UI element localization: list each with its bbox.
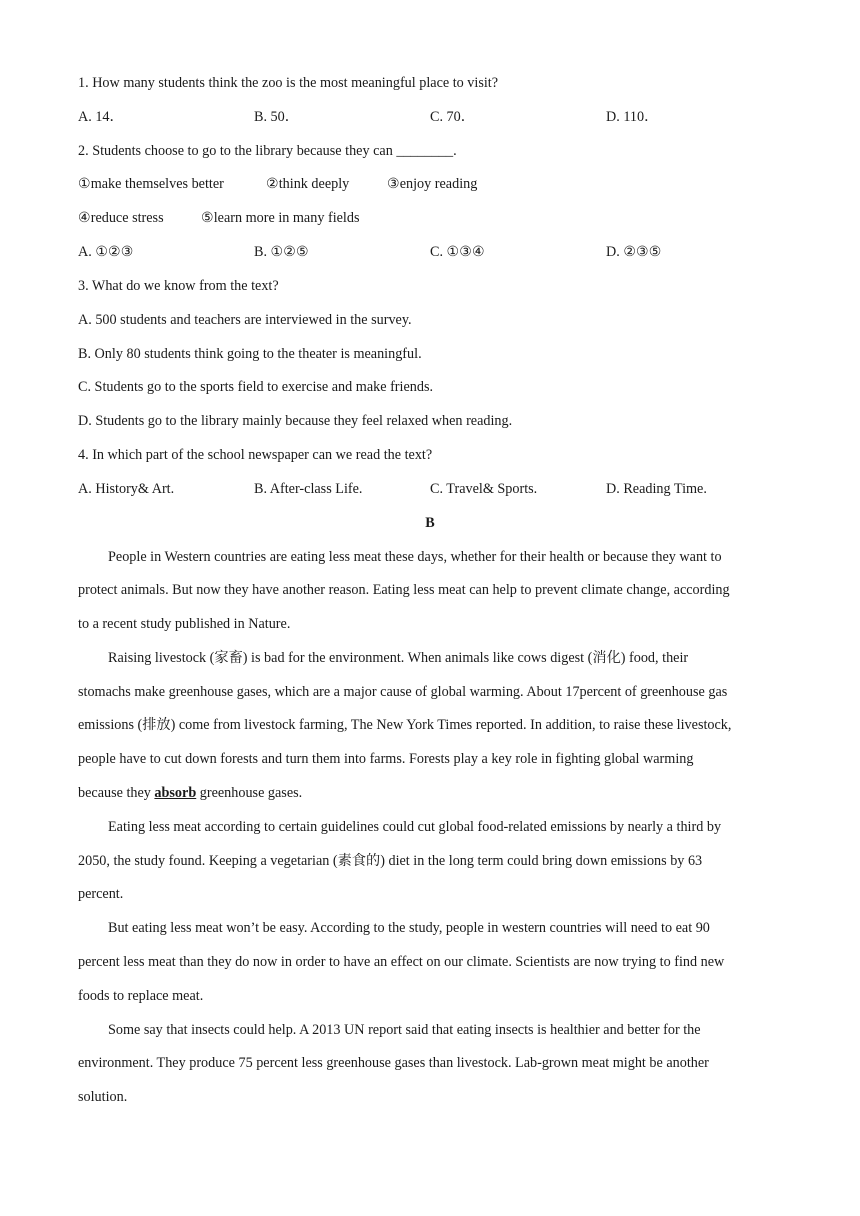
- question-2-stem: 2. Students choose to go to the library because they can ________.: [78, 143, 457, 159]
- paragraph-5-line-2: environment. They produce 75 percent less greenhouse gases than livestock. Lab-grown meat might be another: [78, 1055, 709, 1071]
- paragraph-5-line-3: solution.: [78, 1089, 128, 1105]
- paragraph-4-line-1: But eating less meat won’t be easy. According to the study, people in western countries will need to eat 90: [108, 920, 710, 936]
- question-2-statement-5: ⑤learn more in many fields: [201, 210, 360, 226]
- paragraph-4-line-3: foods to replace meat.: [78, 988, 204, 1004]
- question-4-option-c: C. Travel& Sports.: [430, 481, 538, 497]
- paragraph-2-line-5-end: greenhouse gases.: [196, 785, 303, 801]
- question-4-option-d: D. Reading Time.: [606, 481, 707, 497]
- question-2-option-a: A. ①②③: [78, 244, 134, 260]
- paragraph-2-line-1: Raising livestock (家畜) is bad for the environment. When animals like cows digest (消化) food, their: [108, 650, 689, 666]
- paragraph-4-line-2: percent less meat than they do now in order to have an effect on our climate. Scientists are now trying to find new: [78, 954, 725, 970]
- question-3-option-c: C. Students go to the sports field to exercise and make friends.: [78, 379, 434, 395]
- paragraph-2-line-5-start: because they: [78, 785, 155, 801]
- paragraph-2-line-2: stomachs make greenhouse gases, which are a major cause of global warming. About 17percent of greenhouse gas: [78, 684, 728, 700]
- question-1-option-d: D. 110．: [606, 109, 659, 125]
- keyword-absorb: absorb: [154, 785, 197, 801]
- paragraph-2-line-4: people have to cut down forests and turn them into farms. Forests play a key role in fighting global warming: [78, 751, 694, 767]
- section-b-heading: B: [425, 515, 435, 531]
- paragraph-1-line-3: to a recent study published in Nature.: [78, 616, 291, 632]
- question-1-option-c: C. 70．: [430, 109, 475, 125]
- question-1-option-a: A. 14．: [78, 109, 124, 125]
- paragraph-3-line-1: Eating less meat according to certain guidelines could cut global food-related emissions by nearly a third by: [108, 819, 722, 835]
- question-2-statement-4: ④reduce stress: [78, 210, 164, 226]
- question-4-option-b: B. After-class Life.: [254, 481, 363, 497]
- paragraph-2-line-3: emissions (排放) come from livestock farming, The New York Times reported. In addition, to raise these livestock,: [78, 717, 732, 733]
- question-2-option-c: C. ①③④: [430, 244, 485, 260]
- question-2-statement-1: ①make themselves better: [78, 176, 224, 192]
- question-1-option-b: B. 50．: [254, 109, 299, 125]
- question-3-option-a: A. 500 students and teachers are interviewed in the survey.: [78, 312, 412, 328]
- question-3-option-d: D. Students go to the library mainly because they feel relaxed when reading.: [78, 413, 513, 429]
- paragraph-5-line-1: Some say that insects could help. A 2013 UN report said that eating insects is healthier and better for the: [108, 1022, 701, 1038]
- question-2-option-b: B. ①②⑤: [254, 244, 309, 260]
- question-3-stem: 3. What do we know from the text?: [78, 278, 279, 294]
- question-3-option-b: B. Only 80 students think going to the theater is meaningful.: [78, 346, 422, 362]
- paragraph-1-line-1: People in Western countries are eating less meat these days, whether for their health or because they want to: [108, 549, 722, 565]
- paragraph-3-line-2: 2050, the study found. Keeping a vegetarian (素食的) diet in the long term could bring down emissions by 63: [78, 853, 703, 869]
- question-2-statement-3: ③enjoy reading: [387, 176, 478, 192]
- paragraph-3-line-3: percent.: [78, 886, 124, 902]
- question-4-stem: 4. In which part of the school newspaper can we read the text?: [78, 447, 433, 463]
- question-2-option-d: D. ②③⑤: [606, 244, 662, 260]
- question-4-option-a: A. History& Art.: [78, 481, 175, 497]
- question-1-stem: 1. How many students think the zoo is the most meaningful place to visit?: [78, 75, 499, 91]
- paragraph-1-line-2: protect animals. But now they have another reason. Eating less meat can help to prevent climate change, according: [78, 582, 730, 598]
- paragraph-2-line-5: [78, 783, 302, 803]
- question-2-statement-2: ②think deeply: [266, 176, 350, 192]
